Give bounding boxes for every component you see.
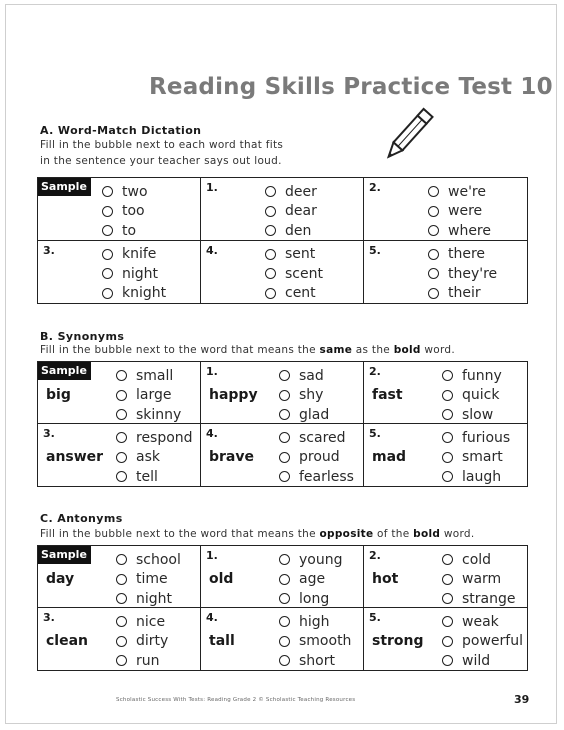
- answer-option[interactable]: [279, 448, 354, 468]
- answer-option[interactable]: [279, 467, 354, 487]
- answer-option[interactable]: [442, 366, 502, 386]
- answer-option-label: slow: [462, 406, 494, 423]
- section-a-instruction-line1: Fill in the bubble next to each word that fits: [40, 139, 284, 151]
- answer-bubble[interactable]: [102, 249, 113, 260]
- question-number: 2.: [369, 181, 381, 194]
- answer-option[interactable]: [102, 182, 148, 202]
- question-number: 5.: [369, 611, 381, 624]
- section-b-heading: B. Synonyms: [40, 330, 125, 343]
- footer-copyright: Scholastic Success With Tests: Reading Grade 2 © Scholastic Teaching Resources: [116, 697, 356, 703]
- section-c-instruction: Fill in the bubble next to the word that means the opposite of the bold word.: [40, 528, 475, 540]
- answer-option-label: quick: [462, 387, 500, 404]
- answer-option-label: furious: [462, 429, 511, 446]
- answer-options: [265, 245, 323, 304]
- answer-bubble[interactable]: [102, 225, 113, 236]
- question-cell: [364, 608, 527, 670]
- sample-cell: [38, 178, 201, 241]
- question-number: 1.: [206, 549, 218, 562]
- answer-option-label: skinny: [136, 406, 182, 423]
- prompt-word: old: [209, 571, 234, 587]
- section-a-grid: [37, 177, 528, 304]
- answer-bubble[interactable]: [116, 616, 127, 627]
- prompt-word: answer: [46, 449, 104, 465]
- answer-option[interactable]: [116, 448, 193, 468]
- answer-option-label: glad: [299, 406, 330, 423]
- sample-cell: [38, 546, 201, 608]
- answer-options: [279, 612, 351, 671]
- answer-option-label: laugh: [462, 468, 502, 485]
- answer-bubble[interactable]: [279, 554, 290, 565]
- question-cell: [38, 608, 201, 670]
- answer-bubble[interactable]: [279, 574, 290, 585]
- page-number: 39: [514, 693, 530, 706]
- prompt-word: big: [46, 387, 71, 403]
- answer-bubble[interactable]: [279, 655, 290, 666]
- answer-bubble[interactable]: [442, 636, 453, 647]
- answer-option[interactable]: [428, 284, 497, 304]
- answer-options: [265, 182, 317, 241]
- answer-option[interactable]: [265, 202, 317, 222]
- answer-bubble[interactable]: [442, 616, 453, 627]
- answer-option-label: powerful: [462, 633, 523, 650]
- answer-option[interactable]: [442, 428, 510, 448]
- answer-option-label: strange: [462, 590, 516, 607]
- question-number: 3.: [43, 427, 55, 440]
- answer-option-label: where: [448, 222, 491, 239]
- answer-option-label: weak: [462, 613, 499, 630]
- answer-option-label: school: [136, 551, 181, 568]
- answer-option-label: time: [136, 571, 168, 588]
- section-b-instruction: Fill in the bubble next to the word that means the same as the bold word.: [40, 344, 456, 356]
- prompt-word: mad: [372, 449, 407, 465]
- answer-bubble[interactable]: [442, 574, 453, 585]
- answer-option-label: short: [299, 652, 335, 669]
- answer-option-label: knight: [122, 285, 167, 302]
- question-cell: [201, 608, 364, 670]
- answer-option-label: they're: [448, 265, 498, 282]
- answer-bubble[interactable]: [116, 390, 127, 401]
- answer-bubble[interactable]: [279, 409, 290, 420]
- question-number: 4.: [206, 243, 218, 257]
- answer-option-label: to: [122, 222, 137, 239]
- answer-option-label: there: [448, 246, 486, 263]
- answer-bubble[interactable]: [116, 593, 127, 604]
- answer-options: [279, 550, 342, 609]
- question-cell: [201, 546, 364, 608]
- answer-option-label: cent: [285, 285, 316, 302]
- answer-option-label: dirty: [136, 633, 169, 650]
- answer-bubble[interactable]: [279, 593, 290, 604]
- answer-bubble[interactable]: [102, 288, 113, 299]
- answer-option[interactable]: [116, 612, 168, 632]
- answer-option[interactable]: [265, 264, 323, 284]
- answer-option-label: smart: [462, 449, 503, 466]
- answer-bubble[interactable]: [265, 206, 276, 217]
- answer-bubble[interactable]: [279, 432, 290, 443]
- answer-option[interactable]: [102, 245, 166, 265]
- prompt-word: clean: [46, 633, 89, 649]
- answer-option-label: wild: [462, 652, 491, 669]
- answer-option-label: two: [122, 183, 148, 200]
- answer-bubble[interactable]: [265, 186, 276, 197]
- answer-option-label: were: [448, 203, 483, 220]
- prompt-word: strong: [372, 633, 424, 649]
- answer-option-label: large: [136, 387, 172, 404]
- answer-option[interactable]: [102, 202, 148, 222]
- answer-options: [116, 550, 181, 609]
- prompt-word: day: [46, 571, 75, 587]
- answer-option[interactable]: [442, 589, 516, 609]
- question-cell: [364, 178, 527, 241]
- answer-bubble[interactable]: [428, 288, 439, 299]
- answer-option[interactable]: [116, 632, 168, 652]
- answer-option-label: night: [136, 590, 173, 607]
- answer-option-label: young: [299, 551, 343, 568]
- answer-option-label: long: [299, 590, 330, 607]
- question-cell: [364, 362, 527, 424]
- question-number: 5.: [369, 427, 381, 440]
- answer-bubble[interactable]: [116, 370, 127, 381]
- answer-bubble[interactable]: [116, 554, 127, 565]
- answer-bubble[interactable]: [428, 268, 439, 279]
- answer-bubble[interactable]: [442, 554, 453, 565]
- answer-option-label: run: [136, 652, 160, 669]
- answer-option[interactable]: [428, 182, 491, 202]
- answer-options: [116, 428, 193, 487]
- prompt-word: hot: [372, 571, 399, 587]
- answer-option-label: scared: [299, 429, 346, 446]
- answer-option-label: fearless: [299, 468, 354, 485]
- answer-options: [102, 245, 166, 304]
- answer-option-label: proud: [299, 449, 340, 466]
- answer-options: [428, 182, 491, 241]
- answer-bubble[interactable]: [428, 186, 439, 197]
- sample-label: Sample: [38, 362, 91, 380]
- page-title: Reading Skills Practice Test 10: [149, 74, 553, 100]
- answer-bubble[interactable]: [102, 186, 113, 197]
- answer-option[interactable]: [428, 221, 491, 241]
- sample-label: Sample: [38, 546, 91, 564]
- question-cell: [364, 241, 527, 304]
- answer-option-label: shy: [299, 387, 324, 404]
- answer-options: [102, 182, 148, 241]
- answer-option[interactable]: [102, 221, 148, 241]
- answer-option[interactable]: [442, 632, 523, 652]
- answer-option-label: respond: [136, 429, 193, 446]
- question-number: 3.: [43, 243, 55, 257]
- answer-bubble[interactable]: [442, 655, 453, 666]
- answer-option-label: ask: [136, 449, 160, 466]
- answer-option[interactable]: [279, 651, 351, 671]
- question-number: 5.: [369, 243, 381, 257]
- answer-bubble[interactable]: [265, 268, 276, 279]
- answer-option-label: their: [448, 285, 481, 302]
- question-number: 3.: [43, 611, 55, 624]
- question-cell: [364, 424, 527, 486]
- answer-option[interactable]: [116, 550, 181, 570]
- answer-bubble[interactable]: [102, 206, 113, 217]
- answer-bubble[interactable]: [428, 249, 439, 260]
- answer-bubble[interactable]: [442, 390, 453, 401]
- section-b-grid: [37, 361, 528, 487]
- question-cell: [38, 241, 201, 304]
- answer-option[interactable]: [279, 366, 329, 386]
- answer-option[interactable]: [442, 612, 523, 632]
- answer-option[interactable]: [116, 651, 168, 671]
- answer-option[interactable]: [279, 428, 354, 448]
- answer-option[interactable]: [116, 386, 181, 406]
- answer-option[interactable]: [116, 428, 193, 448]
- answer-option-label: knife: [122, 246, 157, 263]
- prompt-word: tall: [209, 633, 235, 649]
- question-number: 4.: [206, 427, 218, 440]
- answer-option-label: sent: [285, 246, 316, 263]
- answer-option[interactable]: [279, 589, 342, 609]
- answer-option-label: high: [299, 613, 330, 630]
- answer-option-label: scent: [285, 265, 323, 282]
- answer-options: [428, 245, 497, 304]
- answer-options: [442, 428, 510, 487]
- answer-bubble[interactable]: [116, 409, 127, 420]
- answer-bubble[interactable]: [279, 370, 290, 381]
- answer-option-label: small: [136, 367, 174, 384]
- answer-option-label: sad: [299, 367, 324, 384]
- answer-bubble[interactable]: [442, 370, 453, 381]
- question-number: 2.: [369, 365, 381, 378]
- answer-option[interactable]: [279, 550, 342, 570]
- answer-option[interactable]: [265, 245, 323, 265]
- answer-bubble[interactable]: [116, 636, 127, 647]
- prompt-word: fast: [372, 387, 403, 403]
- answer-option[interactable]: [116, 589, 181, 609]
- answer-option-label: den: [285, 222, 312, 239]
- prompt-word: happy: [209, 387, 258, 403]
- answer-option-label: deer: [285, 183, 317, 200]
- answer-option[interactable]: [442, 448, 510, 468]
- answer-option-label: we're: [448, 183, 486, 200]
- answer-option[interactable]: [428, 245, 497, 265]
- answer-bubble[interactable]: [279, 471, 290, 482]
- answer-option[interactable]: [279, 386, 329, 406]
- answer-options: [116, 366, 181, 425]
- question-cell: [201, 362, 364, 424]
- answer-option[interactable]: [442, 651, 523, 671]
- answer-option[interactable]: [279, 570, 342, 590]
- answer-option-label: tell: [136, 468, 158, 485]
- answer-option[interactable]: [116, 467, 193, 487]
- answer-option-label: nice: [136, 613, 166, 630]
- answer-option-label: warm: [462, 571, 502, 588]
- answer-option[interactable]: [442, 386, 502, 406]
- answer-option[interactable]: [102, 264, 166, 284]
- answer-option-label: funny: [462, 367, 502, 384]
- section-a-instruction-line2: in the sentence your teacher says out loud.: [40, 155, 282, 167]
- question-number: 2.: [369, 549, 381, 562]
- answer-bubble[interactable]: [116, 471, 127, 482]
- answer-option[interactable]: [279, 632, 351, 652]
- answer-option[interactable]: [116, 570, 181, 590]
- answer-bubble[interactable]: [265, 249, 276, 260]
- answer-option[interactable]: [116, 405, 181, 425]
- section-c-heading: C. Antonyms: [40, 512, 123, 525]
- answer-option[interactable]: [428, 202, 491, 222]
- answer-bubble[interactable]: [279, 616, 290, 627]
- answer-option[interactable]: [116, 366, 181, 386]
- question-number: 4.: [206, 611, 218, 624]
- answer-option[interactable]: [265, 182, 317, 202]
- question-cell: [201, 241, 364, 304]
- answer-bubble[interactable]: [428, 206, 439, 217]
- answer-options: [279, 428, 354, 487]
- answer-option[interactable]: [279, 405, 329, 425]
- answer-option[interactable]: [442, 467, 510, 487]
- answer-bubble[interactable]: [442, 452, 453, 463]
- prompt-word: brave: [209, 449, 254, 465]
- answer-option-label: night: [122, 265, 159, 282]
- answer-bubble[interactable]: [428, 225, 439, 236]
- answer-bubble[interactable]: [116, 452, 127, 463]
- answer-bubble[interactable]: [279, 452, 290, 463]
- answer-bubble[interactable]: [116, 432, 127, 443]
- answer-option[interactable]: [442, 570, 516, 590]
- answer-option-label: dear: [285, 203, 317, 220]
- answer-option[interactable]: [279, 612, 351, 632]
- answer-bubble[interactable]: [102, 268, 113, 279]
- answer-bubble[interactable]: [279, 390, 290, 401]
- answer-option-label: smooth: [299, 633, 352, 650]
- section-c-grid: [37, 545, 528, 671]
- question-cell: [364, 546, 527, 608]
- pencil-icon: [378, 100, 442, 166]
- answer-option[interactable]: [265, 284, 323, 304]
- question-number: 1.: [206, 181, 218, 194]
- answer-bubble[interactable]: [442, 593, 453, 604]
- answer-options: [116, 612, 168, 671]
- sample-label: Sample: [38, 178, 91, 196]
- answer-option-label: cold: [462, 551, 492, 568]
- answer-option[interactable]: [442, 405, 502, 425]
- answer-bubble[interactable]: [442, 471, 453, 482]
- answer-options: [442, 612, 523, 671]
- answer-bubble[interactable]: [442, 409, 453, 420]
- sample-cell: [38, 362, 201, 424]
- question-number: 1.: [206, 365, 218, 378]
- answer-bubble[interactable]: [442, 432, 453, 443]
- answer-bubble[interactable]: [116, 655, 127, 666]
- answer-option[interactable]: [442, 550, 516, 570]
- answer-option[interactable]: [428, 264, 497, 284]
- question-cell: [201, 178, 364, 241]
- answer-option-label: too: [122, 203, 145, 220]
- answer-options: [442, 550, 516, 609]
- section-a-heading: A. Word-Match Dictation: [40, 124, 202, 137]
- answer-option-label: age: [299, 571, 326, 588]
- question-cell: [38, 424, 201, 486]
- question-cell: [201, 424, 364, 486]
- answer-option[interactable]: [102, 284, 166, 304]
- answer-options: [442, 366, 502, 425]
- answer-bubble[interactable]: [265, 225, 276, 236]
- answer-bubble[interactable]: [116, 574, 127, 585]
- answer-bubble[interactable]: [265, 288, 276, 299]
- answer-bubble[interactable]: [279, 636, 290, 647]
- answer-options: [279, 366, 329, 425]
- answer-option[interactable]: [265, 221, 317, 241]
